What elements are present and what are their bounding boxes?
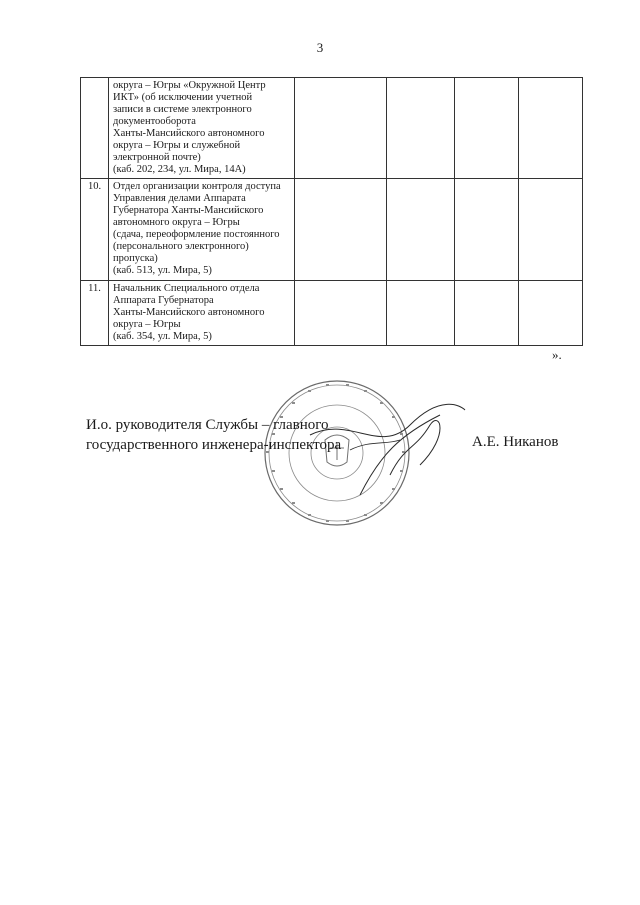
- row-line: (персонального электронного): [113, 241, 249, 252]
- signatory-name: А.Е. Никанов: [472, 434, 559, 450]
- table-row: [81, 78, 583, 179]
- row-line: документооборота: [113, 116, 196, 127]
- table-row: [81, 179, 583, 281]
- empty-cell: [455, 78, 519, 179]
- row-line: Ханты-Мансийского автономного: [113, 128, 265, 139]
- row-line: округа – Югры: [113, 319, 181, 330]
- signatory-title: [86, 415, 341, 455]
- row-description: [109, 281, 295, 346]
- empty-cell: [387, 281, 455, 346]
- empty-cell: [295, 179, 387, 281]
- row-line: пропуска): [113, 253, 158, 264]
- row-line: округа – Югры и служебной: [113, 140, 241, 151]
- row-line: записи в системе электронного: [113, 104, 252, 115]
- closing-quote: ».: [552, 347, 562, 362]
- row-line: (сдача, переоформление постоянного: [113, 229, 280, 240]
- row-line: Управления делами Аппарата: [113, 193, 246, 204]
- row-number: 11.: [81, 281, 109, 346]
- empty-cell: [519, 281, 583, 346]
- row-line: (каб. 513, ул. Мира, 5): [113, 265, 212, 276]
- table-row: [81, 281, 583, 346]
- empty-cell: [519, 78, 583, 179]
- row-line: Губернатора Ханты-Мансийского: [113, 205, 264, 216]
- row-line: Начальник Специального отдела: [113, 283, 260, 294]
- row-line: округа – Югры «Окружной Центр: [113, 80, 266, 91]
- row-number: 10.: [81, 179, 109, 281]
- empty-cell: [519, 179, 583, 281]
- row-line: (каб. 354, ул. Мира, 5): [113, 331, 212, 342]
- row-line: автономного округа – Югры: [113, 217, 240, 228]
- row-line: Отдел организации контроля доступа: [113, 181, 281, 192]
- row-line: электронной почте): [113, 152, 201, 163]
- row-line: ИКТ» (об исключении учетной: [113, 92, 253, 103]
- empty-cell: [455, 281, 519, 346]
- signatory-title-line: И.о. руководителя Службы – главного: [86, 417, 329, 433]
- row-line: Ханты-Мансийского автономного: [113, 307, 265, 318]
- row-line: Аппарата Губернатора: [113, 295, 214, 306]
- empty-cell: [295, 78, 387, 179]
- row-number: [81, 78, 109, 179]
- signatory-title-line: государственного инженера-инспектора: [86, 437, 342, 453]
- empty-cell: [295, 281, 387, 346]
- row-line: (каб. 202, 234, ул. Мира, 14А): [113, 164, 246, 175]
- empty-cell: [387, 179, 455, 281]
- row-description: [109, 179, 295, 281]
- document-table: [80, 77, 583, 346]
- empty-cell: [455, 179, 519, 281]
- empty-cell: [387, 78, 455, 179]
- page-number: 3: [316, 40, 324, 55]
- row-description: [109, 78, 295, 179]
